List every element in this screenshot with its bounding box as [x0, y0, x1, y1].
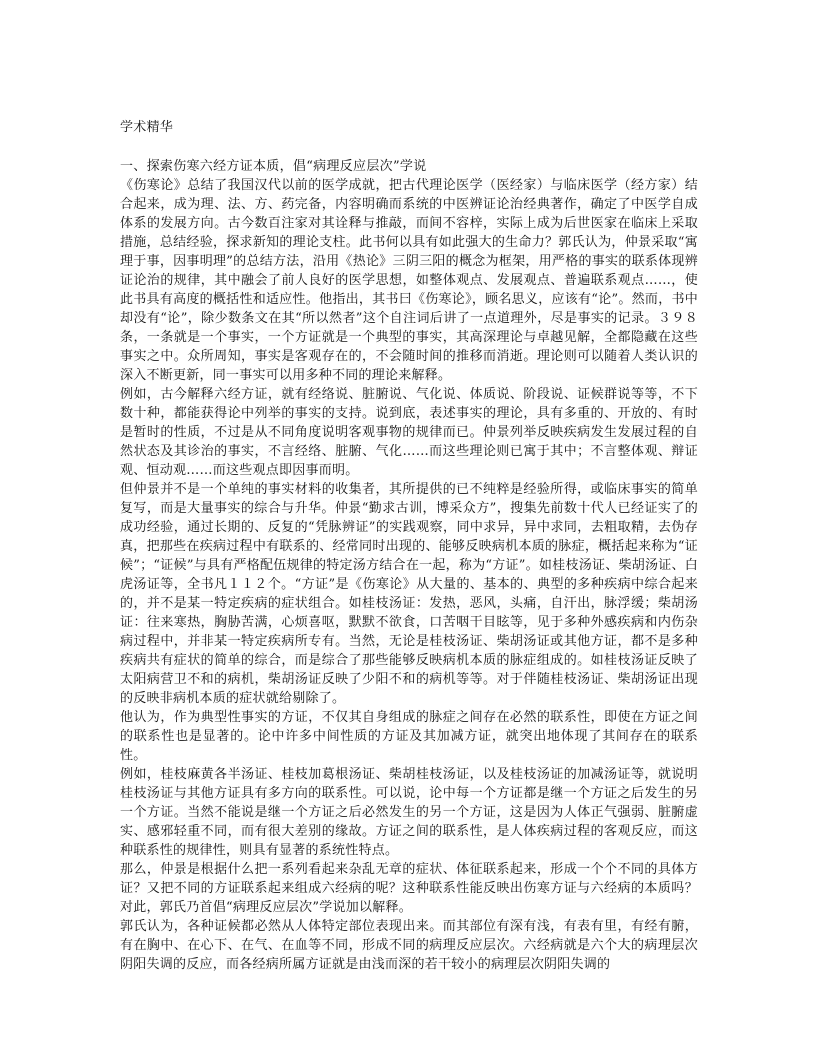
- article: [120, 118, 698, 974]
- paragraph-2: 例如，古今解释六经方证，就有经络说、脏腑说、气化说、体质说、阶段说、证候群说等等，不下数十种，都能获得论中列举的事实的支持。说到底，表述事实的理论，具有多重的、开放的、有时是暂时的性质，不过是从不同角度说明客观事物的规律而已。仲景列举反映疾病发生发展过程的自然状态及其诊治的事实，不言经络、脏腑、气化……而这些理论则已寓于其中；不言整体观、辩证观、恒动观……而这些观点即因事而明。: [120, 387, 698, 478]
- paragraph-4: 他认为，作为典型性事实的方证，不仅其自身组成的脉症之间存在必然的联系性，即使在方证之间的联系性也是显著的。论中许多中间性质的方证及其加减方证，就突出地体现了其间存在的联系性。: [120, 710, 698, 763]
- paragraph-6: 那么，仲景是根据什么把一系列看起来杂乱无章的症状、体征联系起来，形成一个个不同的具体方证？又把不同的方证联系起来组成六经病的呢？这种联系性能反映出伤寒方证与六经病的本质吗？对此，郭氏乃首倡“病理反应层次”学说加以解释。: [120, 862, 698, 915]
- section-label: 学术精华: [120, 120, 174, 135]
- paragraph-5: 例如，桂枝麻黄各半汤证、桂枝加葛根汤证、柴胡桂枝汤证，以及桂枝汤证的加减汤证等，就说明桂枝汤证与其他方证具有多方向的联系性。可以说，论中每一个方证都是继一个方证之后发生的另一个方证。当然不能说是继一个方证之后必然发生的另一个方证，这是因为人体正气强弱、脏腑虚实、感邪轻重不同，而有很大差别的缘故。方证之间的联系性，是人体疾病过程的客观反应，而这种联系性的规律性，则具有显著的系统性特点。: [120, 767, 698, 858]
- paragraph-7: 郭氏认为，各种证候都必然从人体特定部位表现出来。而其部位有深有浅，有表有里，有经有腑，有在胸中、在心下、在气、在血等不同，形成不同的病理反应层次。六经病就是六个大的病理层次阴阳失调的反应，而各经病所属方证就是由浅而深的若干较小的病理层次阴阳失调的: [120, 919, 698, 972]
- paragraph-3: 但仲景并不是一个单纯的事实材料的收集者，其所提供的已不纯粹是经验所得，或临床事实的简单复写，而是大量事实的综合与升华。仲景“勤求古训，博采众方”，搜集先前数十代人已经证实了的成功经验，通过长期的、反复的“凭脉辨证”的实践观察，同中求异，异中求同，去粗取精，去伪存真，把那些在疾病过程中有联系的、经常同时出现的、能够反映病机本质的脉症，概括起来称为“证候”；“证候”与具有严格配伍规律的特定汤方结合在一起，称为“方证”。如桂枝汤证、柴胡汤证、白虎汤证等，全书凡１１２个。“方证”是《伤寒论》从大量的、基本的、典型的多种疾病中综合起来的，并不是某一特定疾病的症状组合。如桂枝汤证：发热，恶风，头痛，自汗出，脉浮缓；柴胡汤证：往来寒热，胸胁苦满，心烦喜呕，默默不欲食，口苦咽干目眩等，见于多种外感疾病和内伤杂病过程中，并非某一特定疾病所专有。当然，无论是桂枝汤证、柴胡汤证或其他方证，都不是多种疾病共有症状的简单的综合，而是综合了那些能够反映病机本质的脉症组成的。如桂枝汤证反映了太阳病营卫不和的病机，柴胡汤证反映了少阳不和的病机等等。对于伴随桂枝汤证、柴胡汤证出现的反映非病机本质的症状就给剔除了。: [120, 482, 698, 706]
- article-heading: 一、探索伤寒六经方证本质，倡“病理反应层次”学说: [120, 159, 427, 174]
- paragraph-1: 《伤寒论》总结了我国汉代以前的医学成就，把古代理论医学（医经家）与临床医学（经方家）结合起来，成为理、法、方、药完备，内容明确而系统的中医辨证论治经典著作，确定了中医学自成体系的发展方向。古今数百注家对其诠释与推敲，而间不容梓，实际上成为后世医家在临床上采取措施，总结经验，探求新知的理论支柱。此书何以具有如此强大的生命力？郭氏认为，仲景采取“寓理于事，因事明理”的总结方法，沿用《热论》三阴三阳的概念为框架，用严格的事实的联系体现辨证论治的规律，其中融会了前人良好的医学思想，如整体观点、发展观点、普遍联系观点……，使此书具有高度的概括性和适应性。他指出，其书曰《伤寒论》，顾名思义，应该有“论”。然而，书中却没有“论”，除少数条文在其“所以然者”这个自注词后讲了一点道理外，尽是事实的记录。３９８条，一条就是一个事实，一个方证就是一个典型的事实，其高深理论与卓越见解，全都隐藏在这些事实之中。众所周知，事实是客观存在的，不会随时间的推移而消逝。理论则可以随着人类认识的深入不断更新，同一事实可以用多种不同的理论来解释。: [120, 178, 698, 383]
